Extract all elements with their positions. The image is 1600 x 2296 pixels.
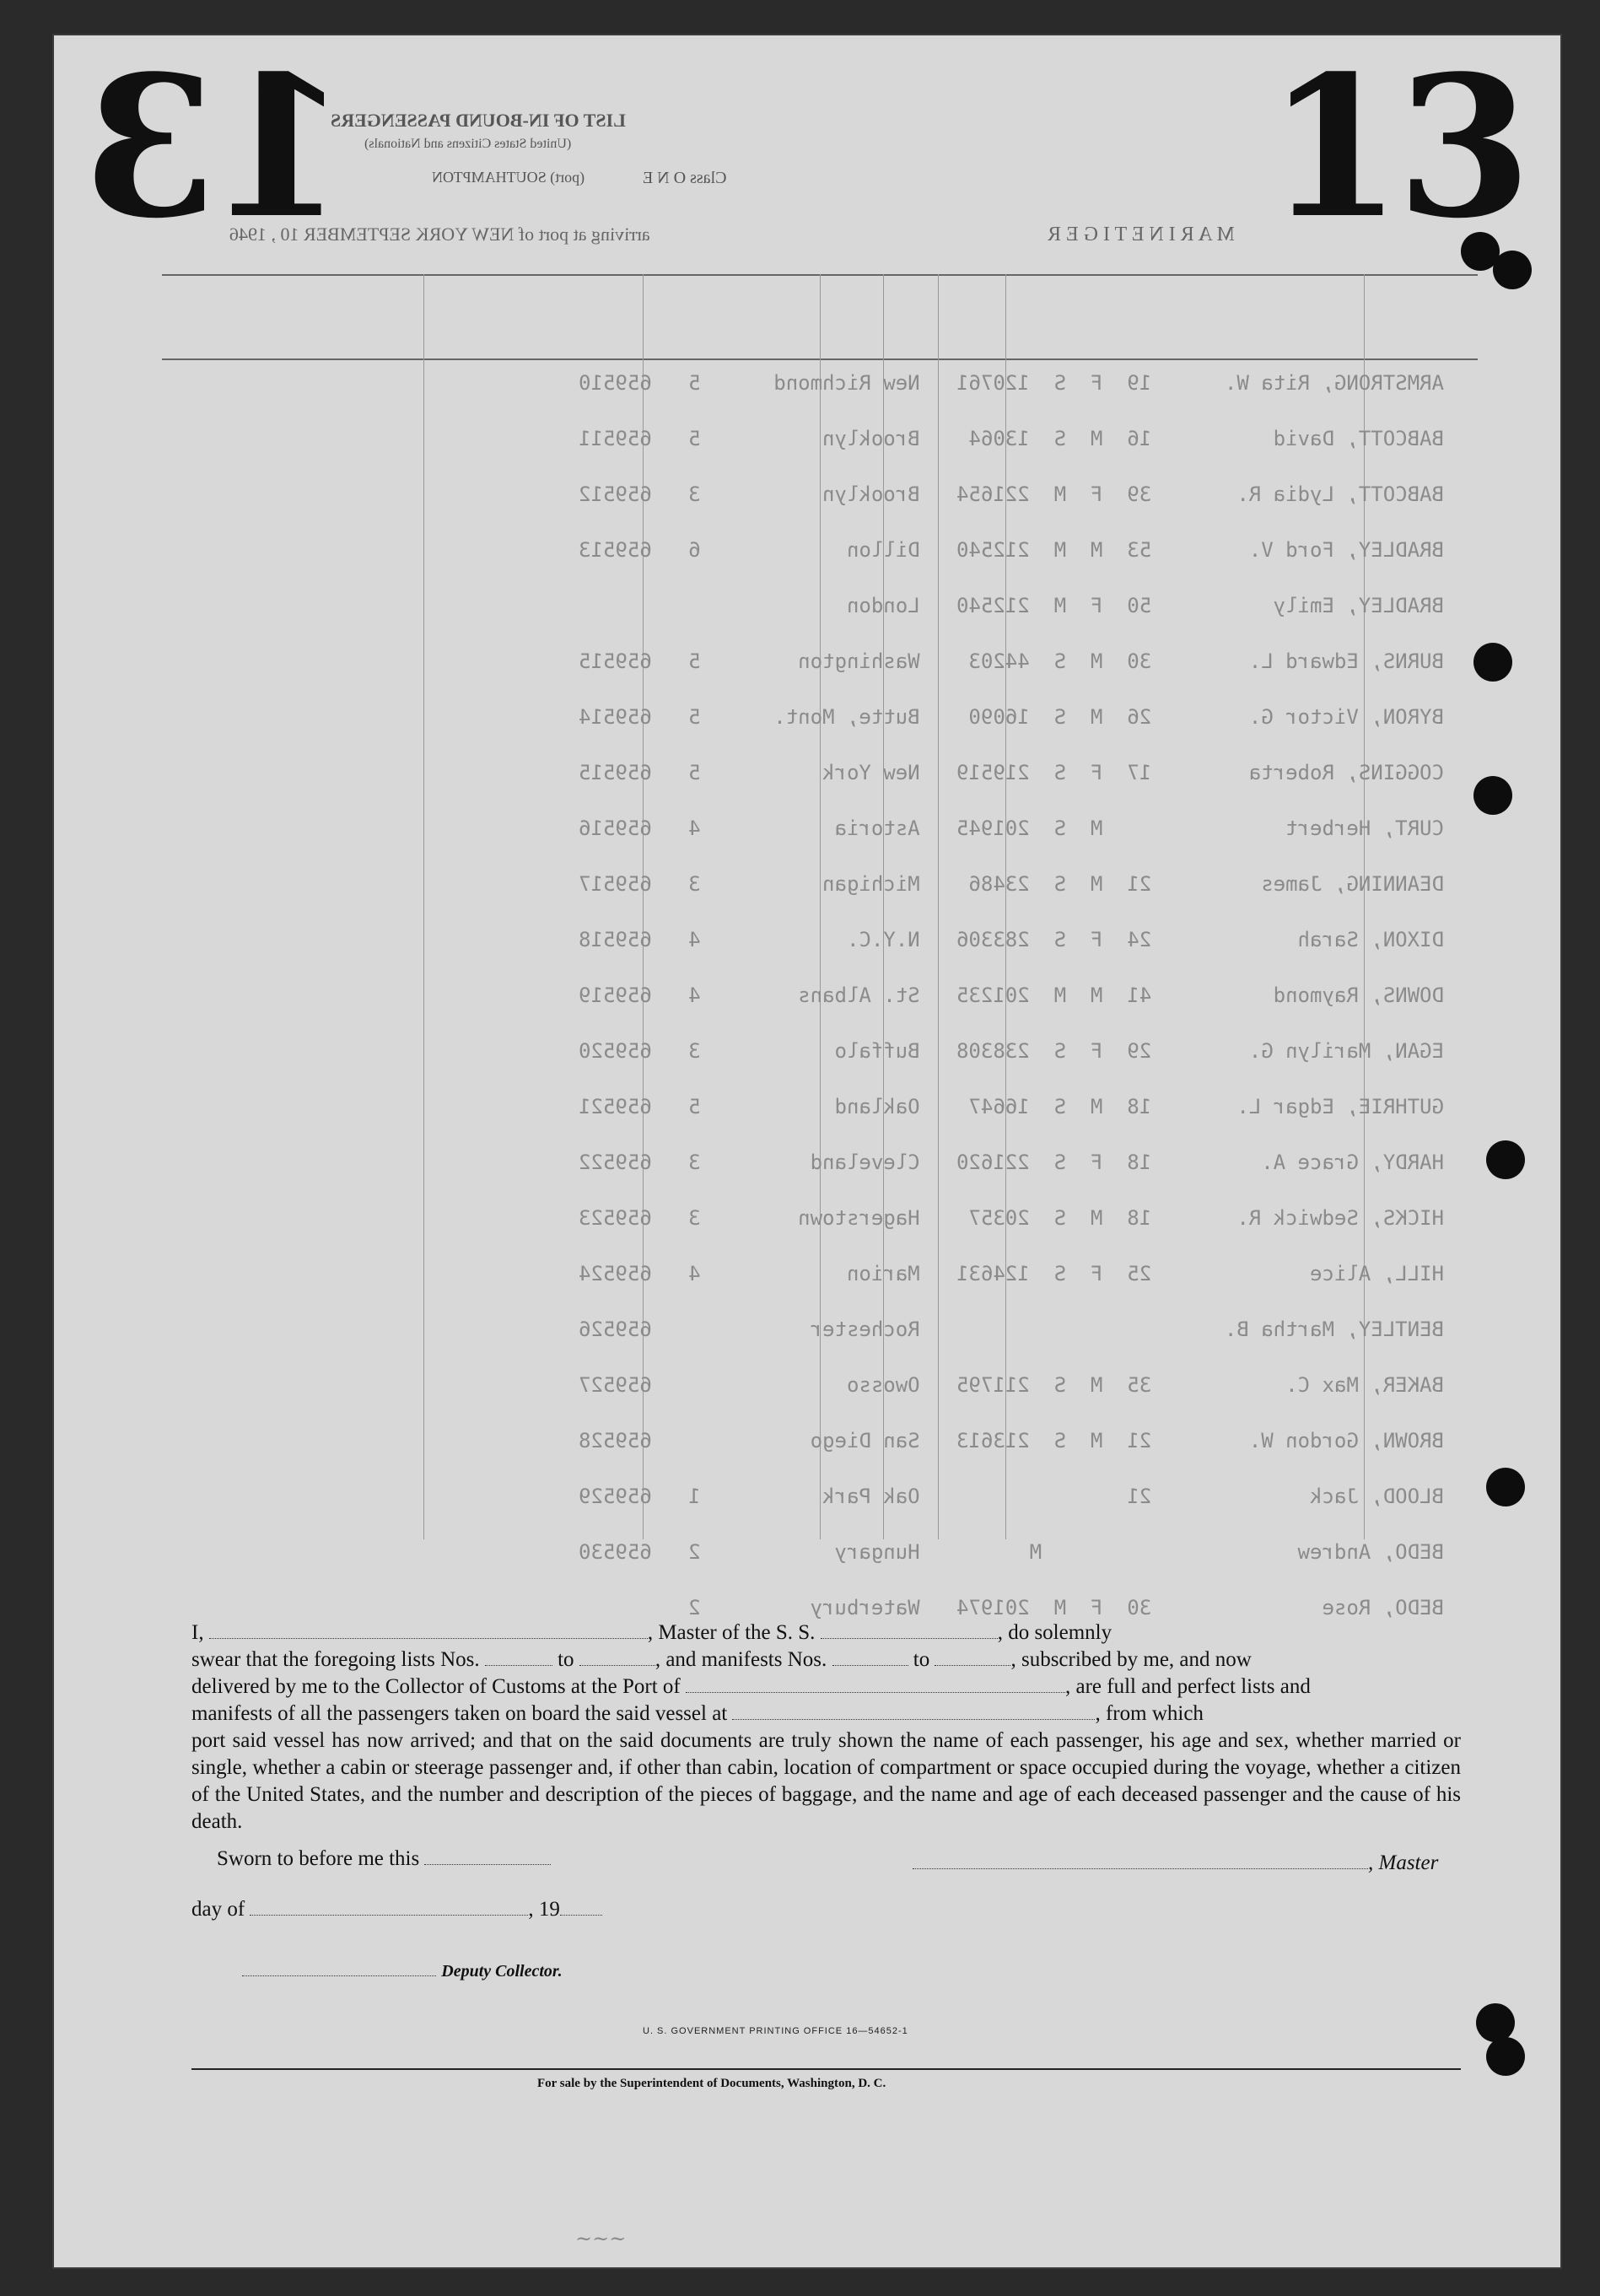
binder-hole	[1473, 643, 1512, 682]
passenger-row: BENTLEY, Martha B. Rochester 659526	[579, 1318, 1444, 1341]
passenger-row: BRADLEY, Emily 50 F M 212540 London	[846, 594, 1444, 617]
passenger-row: ARMSTRONG, Rita W. 19 F S 120761 New Richmond 5 659510	[579, 371, 1444, 395]
handwritten-mark: ~~~	[575, 2227, 627, 2250]
printing-office-note: U. S. GOVERNMENT PRINTING OFFICE 16—54652-1	[643, 2026, 908, 2036]
passenger-row: BAKER, Max C. 35 M S 211795 Owosso 659527	[579, 1373, 1444, 1397]
oath-paragraph: I, , Master of the S. S. , do solemnly swear that the foregoing lists Nos. to , and manifests Nos. to , subscribed by me, and now delivered by me to the Collector of Customs at the Port of , are full and perfect lists and manifests of all the passengers taken on board the said vessel at , from which port said vessel has now arrived; and that on the said documents are truly shown the name of each passenger, his age and sex, whether married or single, whether a cabin or steerage passenger and, if other than cabin, location of compartment or space occupied during the voyage, whether a citizen of the United States, and the number and description of the pieces of baggage, and the name and age of each deceased passenger and the cause of his death.	[191, 1621, 1461, 1833]
passenger-row: EGAN, Marilyn G. 29 F S 238308 Buffalo 3 659520	[579, 1039, 1444, 1063]
binder-hole	[1473, 776, 1512, 815]
passenger-row: GUTHRIE, Edgar L. 18 M S 16647 Oakland 5 659521	[579, 1095, 1444, 1118]
from-port-field: (port) SOUTHAMPTON	[432, 169, 585, 186]
passenger-row: BROWN, Gordon W. 21 M S 213613 San Diego 659528	[579, 1429, 1444, 1453]
column-divider	[883, 274, 884, 1539]
class-field: Class O N E	[643, 169, 727, 187]
passenger-row: DIXON, Sarah 24 F S 283306 N.Y.C. 4 659518	[579, 928, 1444, 951]
sheet-number-left: 13	[88, 34, 348, 261]
passenger-row: DEANNING, James 21 M S 23486 Michigan 3 659517	[579, 872, 1444, 896]
binder-hole	[1476, 2003, 1515, 2042]
binder-hole	[1486, 1140, 1525, 1179]
passenger-row: BABCOTT, David 16 M S 13064 Brooklyn 5 659511	[579, 427, 1444, 450]
column-divider	[643, 274, 644, 1539]
passenger-row: BURNS, Edward L. 30 M S 44203 Washington 5 659515	[579, 649, 1444, 673]
column-divider	[938, 274, 939, 1539]
binder-hole	[1486, 2037, 1525, 2076]
oath-i: I,	[191, 1621, 204, 1644]
passenger-row: BLOOD, Jack 21 Oak Park 1 659529	[579, 1485, 1444, 1508]
passenger-row: BABCOTT, Lydia R. 39 F M 221654 Brooklyn 3 659512	[579, 482, 1444, 506]
sheet-number-right: 13	[1267, 34, 1527, 261]
vessel-field: M A R I N E T I G E R	[1048, 224, 1235, 245]
column-divider	[423, 274, 424, 1539]
arrival-field: arriving at port of NEW YORK SEPTEMBER 10 , 1946	[229, 224, 650, 245]
passenger-row: BYRON, Victor G. 26 M S 16090 Butte, Mont. 5 659514	[579, 705, 1444, 729]
form-subtitle: (United States Citizens and Nationals)	[364, 137, 572, 151]
binder-hole	[1486, 1468, 1525, 1506]
master-signature-line: , Master	[913, 1851, 1438, 1875]
passenger-row: BRADLEY, Ford V. 53 M M 212540 Dillon 6 659513	[579, 538, 1444, 562]
passenger-row: BEDO, Rose 30 F M 201974 Waterbury 2	[688, 1596, 1444, 1620]
passenger-row: DOWNS, Raymond 41 M M 201235 St. Albans 4 659519	[579, 984, 1444, 1007]
for-sale-note: For sale by the Superintendent of Documents, Washington, D. C.	[537, 2077, 886, 2090]
passenger-row: HILL, Alice 25 F S 124631 Marion 4 659524	[579, 1262, 1444, 1285]
passenger-row: CURT, Herbert M S 201945 Astoria 4 659516	[579, 817, 1444, 840]
passenger-row: HARDY, Grace A. 18 F S 221620 Cleveland 3 659522	[579, 1151, 1444, 1174]
column-divider	[1005, 274, 1006, 1539]
form-title: LIST OF IN-BOUND PASSENGERS	[331, 110, 626, 131]
column-divider	[1364, 274, 1365, 1539]
passenger-row: COGGINS, Roberta 17 F S 219519 New York 5 659515	[579, 761, 1444, 784]
document-page	[52, 34, 1562, 2269]
sworn-line: Sworn to before me this	[217, 1847, 551, 1871]
passenger-row: BEDO, Andrew M Hungary 2 659530	[579, 1540, 1444, 1564]
day-of-line: day of , 19	[191, 1898, 602, 1921]
deputy-collector-line: Deputy Collector.	[242, 1959, 563, 1982]
passenger-row: HICKS, Sedwick R. 18 M S 20357 Hagerstown 3 659523	[579, 1206, 1444, 1230]
footer-rule	[191, 2068, 1461, 2070]
column-divider	[820, 274, 821, 1539]
